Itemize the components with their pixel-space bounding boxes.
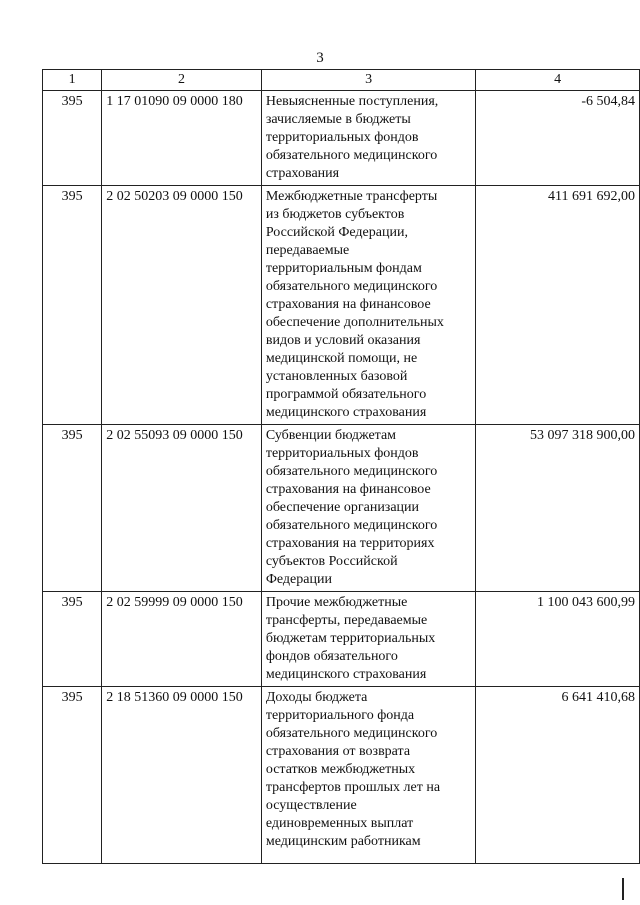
amount-cell: 1 100 043 600,99 — [476, 592, 640, 687]
revenue-name-cell: Прочие межбюджетные трансферты, передаваемые бюджетам территориальных фондов обязательного медицинского страхования — [261, 592, 475, 687]
kbk-code-cell: 2 18 51360 09 0000 150 — [102, 687, 262, 864]
revenue-table — [42, 69, 640, 864]
revenue-name-cell: Межбюджетные трансферты из бюджетов субъектов Российской Федерации, передаваемые территориальным фондам обязательного медицинского страхования на финансовое обеспечение дополнительных видов и условий оказания медицинской помощи, не установленных базовой программой обязательного медицинского страхования — [261, 186, 475, 425]
kbk-code-cell: 1 17 01090 09 0000 180 — [102, 91, 262, 186]
kbk-code-cell: 2 02 59999 09 0000 150 — [102, 592, 262, 687]
admin-code-cell: 395 — [43, 687, 102, 864]
table-row — [43, 425, 640, 592]
table-row — [43, 91, 640, 186]
amount-cell: -6 504,84 — [476, 91, 640, 186]
revenue-name-cell: Субвенции бюджетам территориальных фондов обязательного медицинского страхования на финансовое обеспечение организации обязательного медицинского страхования на территориях субъектов Российской Федерации — [261, 425, 475, 592]
amount-cell: 411 691 692,00 — [476, 186, 640, 425]
amount-cell: 6 641 410,68 — [476, 687, 640, 864]
admin-code-cell: 395 — [43, 186, 102, 425]
admin-code-cell: 395 — [43, 425, 102, 592]
page-number: 3 — [316, 50, 324, 66]
admin-code-cell: 395 — [43, 91, 102, 186]
admin-code-cell: 395 — [43, 592, 102, 687]
header-col-1: 1 — [43, 70, 102, 91]
table-header-row — [43, 70, 640, 91]
table-row — [43, 186, 640, 425]
table-row — [43, 687, 640, 864]
header-col-2: 2 — [102, 70, 262, 91]
scan-edge-mark — [622, 878, 624, 900]
header-col-3: 3 — [261, 70, 475, 91]
kbk-code-cell: 2 02 50203 09 0000 150 — [102, 186, 262, 425]
kbk-code-cell: 2 02 55093 09 0000 150 — [102, 425, 262, 592]
revenue-name-cell: Невыясненные поступления, зачисляемые в бюджеты территориальных фондов обязательного медицинского страхования — [261, 91, 475, 186]
amount-cell: 53 097 318 900,00 — [476, 425, 640, 592]
header-col-4: 4 — [476, 70, 640, 91]
revenue-name-cell: Доходы бюджета территориального фонда обязательного медицинского страхования от возврата остатков межбюджетных трансфертов прошлых лет на осуществление единовременных выплат медицинским работникам — [261, 687, 475, 864]
table-row — [43, 592, 640, 687]
